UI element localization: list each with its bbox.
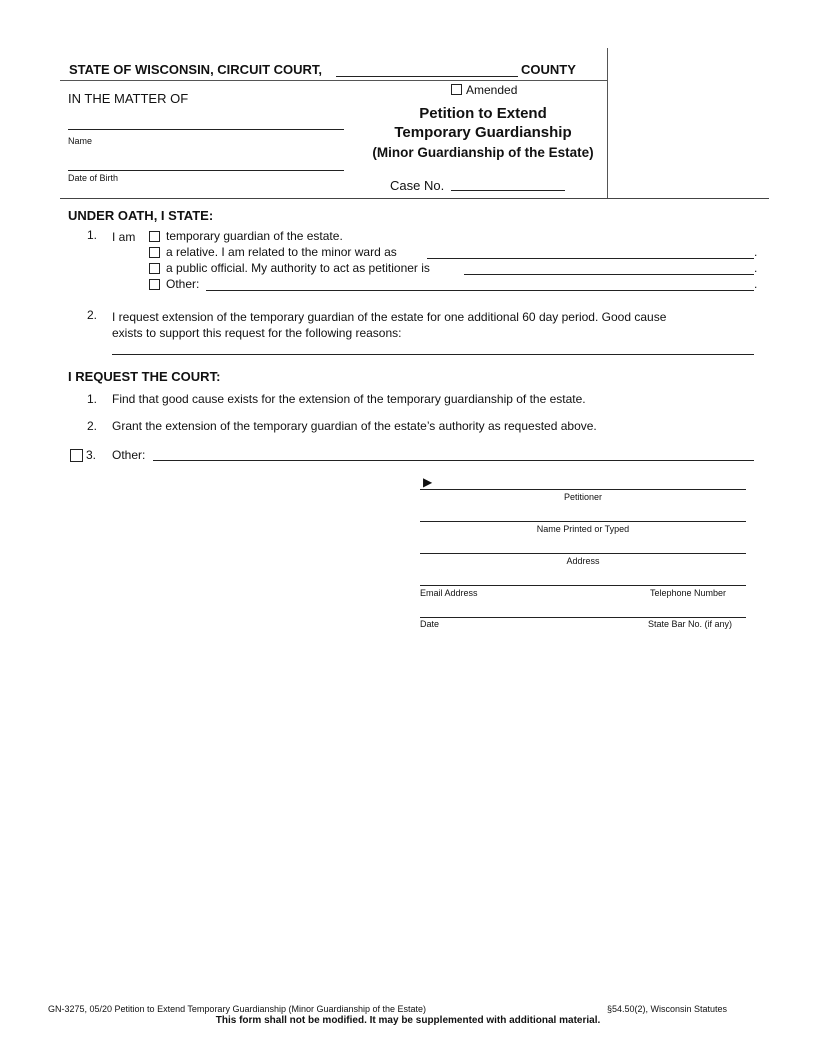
relative-field-end-dot: . (754, 245, 758, 259)
other-field-end-dot: . (754, 277, 758, 291)
header-divider-horizontal (60, 80, 607, 81)
oath-heading: UNDER OATH, I STATE: (68, 208, 214, 223)
petitioner-label: Petitioner (563, 492, 603, 502)
name-printed-label: Name Printed or Typed (536, 524, 630, 534)
option-relative-label: a relative. I am related to the minor ward as (166, 245, 397, 259)
case-no-field[interactable] (451, 190, 565, 191)
footer-notice: This form shall not be modified. It may be supplemented with additional material. (215, 1015, 601, 1026)
oath-item-2-line-1: I request extension of the temporary guardian of the estate for one additional 60 day period. Good cause (112, 310, 667, 324)
signature-arrow-icon: ▶ (423, 475, 433, 489)
request-other-label: Other: (112, 448, 146, 462)
option-relative-checkbox[interactable] (149, 247, 160, 258)
footer-form-id: GN-3275, 05/20 Petition to Extend Temporary Guardianship (Minor Guardianship of the Estate) (48, 1004, 427, 1014)
oath-item-2-line-2: exists to support this request for the following reasons: (112, 326, 402, 340)
public-official-authority-field[interactable] (464, 274, 754, 275)
name-field[interactable] (68, 129, 344, 130)
dob-label: Date of Birth (68, 173, 119, 183)
authority-field-end-dot: . (754, 261, 758, 275)
address-field[interactable] (420, 553, 746, 554)
email-label: Email Address (420, 588, 478, 598)
title-line-3: (Minor Guardianship of the Estate) (372, 145, 594, 160)
request-heading: I REQUEST THE COURT: (68, 369, 221, 384)
option-public-official-label: a public official. My authority to act as petitioner is (166, 261, 430, 275)
case-no-label: Case No. (390, 178, 445, 193)
bar-number-label: State Bar No. (if any) (648, 619, 733, 629)
request-item-1-number: 1. (87, 392, 98, 406)
header-bottom-rule (60, 198, 769, 199)
title-line-2: Temporary Guardianship (394, 124, 572, 141)
email-phone-field[interactable] (420, 585, 746, 586)
request-item-1-text: Find that good cause exists for the extension of the temporary guardianship of the estate. (112, 392, 586, 406)
request-item-3-number: 3. (86, 448, 97, 462)
county-label: COUNTY (521, 62, 576, 77)
petitioner-signature-field[interactable] (420, 489, 746, 490)
option-other-label: Other: (166, 277, 200, 291)
oath-item-1-lead: I am (112, 230, 136, 244)
matter-label: IN THE MATTER OF (68, 91, 189, 106)
option-other-field[interactable] (206, 290, 754, 291)
title-line-1: Petition to Extend (419, 105, 547, 122)
amended-checkbox[interactable] (451, 84, 462, 95)
request-other-field[interactable] (153, 460, 754, 461)
name-printed-field[interactable] (420, 521, 746, 522)
county-field[interactable] (336, 76, 518, 77)
name-label: Name (68, 136, 93, 146)
option-public-official-checkbox[interactable] (149, 263, 160, 274)
option-other-checkbox[interactable] (149, 279, 160, 290)
header-divider-vertical (607, 48, 608, 198)
oath-item-1-number: 1. (87, 228, 98, 242)
option-temporary-guardian-checkbox[interactable] (149, 231, 160, 242)
address-label: Address (566, 556, 600, 566)
phone-label: Telephone Number (650, 588, 727, 598)
court-line: STATE OF WISCONSIN, CIRCUIT COURT, (69, 62, 323, 77)
request-other-checkbox[interactable] (70, 449, 83, 462)
request-item-2-text: Grant the extension of the temporary guardian of the estate’s authority as requested above. (112, 419, 597, 433)
relative-relation-field[interactable] (427, 258, 754, 259)
option-temporary-guardian-label: temporary guardian of the estate. (166, 229, 343, 243)
reasons-field[interactable] (112, 354, 754, 355)
date-label: Date (420, 619, 440, 629)
amended-label: Amended (466, 83, 518, 97)
dob-field[interactable] (68, 170, 344, 171)
oath-item-2-number: 2. (87, 308, 98, 322)
footer-statute: §54.50(2), Wisconsin Statutes (607, 1004, 728, 1014)
request-item-2-number: 2. (87, 419, 98, 433)
date-bar-field[interactable] (420, 617, 746, 618)
